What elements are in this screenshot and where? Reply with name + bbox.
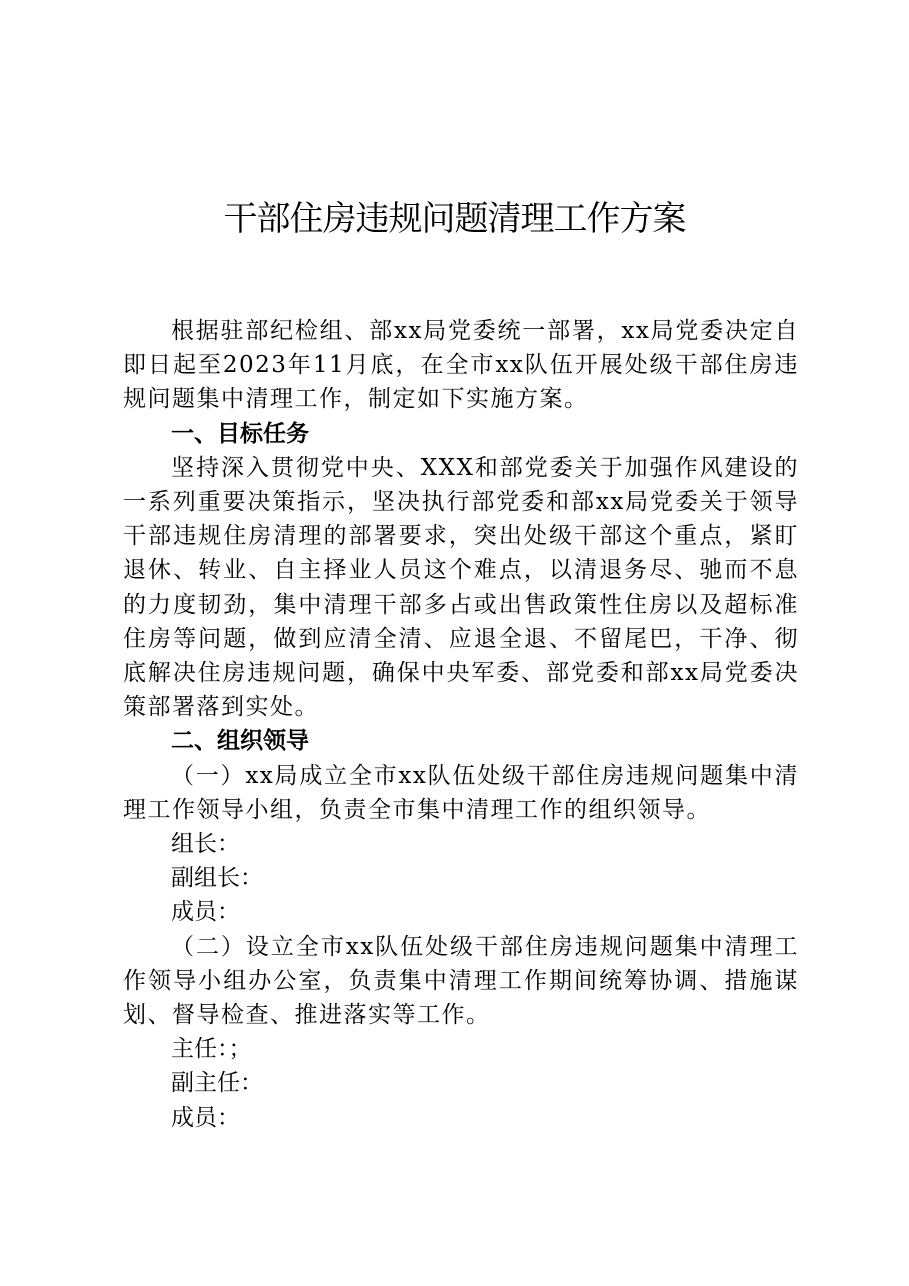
group-leader-line: 组长： [171,831,240,858]
group-members-line: 成员： [171,899,240,926]
goals-paragraph: 坚持深入贯彻党中央、XXX和部党委关于加强作风建设的一系列重要决策指示，坚决执行部党委和部xx局党委关于领导干部违规住房清理的部署要求，突出处级干部这个重点，紧盯退休、转业、自主择业人员这个难点，以清退务尽、驰而不息的力度韧劲，集中清理干部多占或出售政策性住房以及超标准住房等问题，做到应清全清、应退全退、不留尾巴，干净、彻底解决住房违规问题，确保中央军委、部党委和部xx局党委决策部署落到实处。 [123,454,799,721]
leading-group-paragraph: （一）xx局成立全市xx队伍处级干部住房违规问题集中清理工作领导小组，负责全市集中清理工作的组织领导。 [123,762,799,823]
section-heading-goals: 一、目标任务 [171,420,309,447]
document-title: 干部住房违规问题清理工作方案 [223,199,686,239]
office-director-line: 主任：； [171,1036,252,1063]
section-heading-organization: 二、组织领导 [171,728,309,755]
deputy-group-leader-line: 副组长： [171,865,263,892]
office-paragraph: （二）设立全市xx队伍处级干部住房违规问题集中清理工作领导小组办公室，负责集中清理工作期间统筹协调、措施谋划、督导检查、推进落实等工作。 [123,933,799,1029]
office-deputy-director-line: 副主任： [171,1070,263,1097]
intro-paragraph: 根据驻部纪检组、部xx局党委统一部署，xx局党委决定自即日起至2023年11月底，在全市xx队伍开展处级干部住房违规问题集中清理工作，制定如下实施方案。 [123,318,799,413]
office-members-line: 成员： [171,1104,240,1131]
document-body [123,314,799,1135]
